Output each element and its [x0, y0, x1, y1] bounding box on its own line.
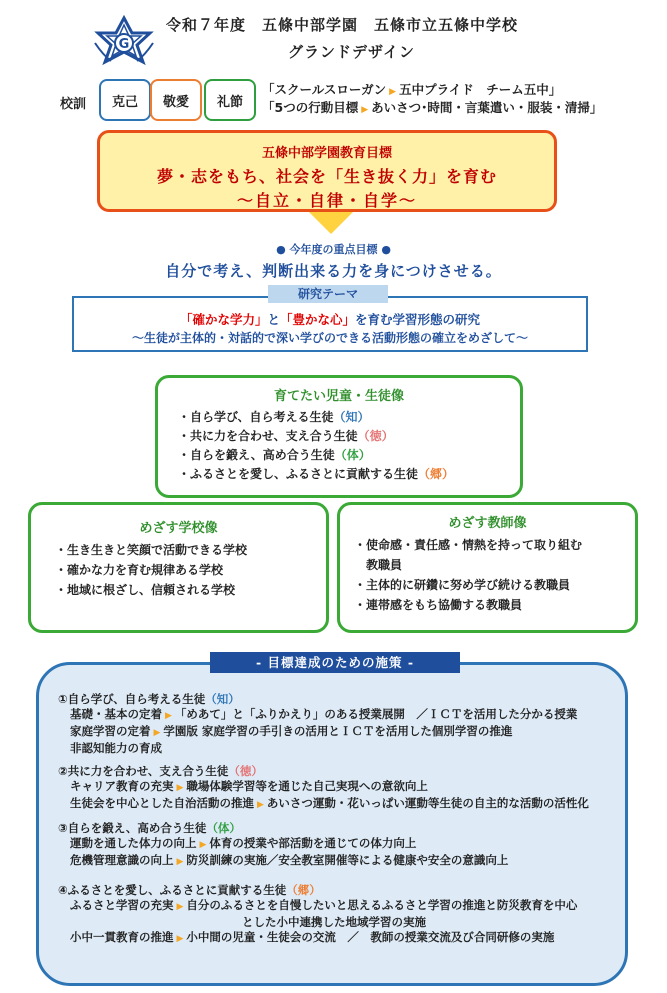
list-item: ・自らを鍛え、高め合う生徒（体）	[178, 448, 371, 462]
policy-title: ④ふるさとを愛し、ふるさとに貢献する生徒	[58, 883, 287, 897]
triangle-icon: ▶	[153, 728, 161, 738]
school-slogan	[262, 80, 561, 98]
education-goal-box	[97, 130, 557, 212]
focus-text: 自分で考え、判断出来る力を身につけさせる。	[165, 262, 502, 280]
page-title: 令和７年度 五條中部学園 五條市立五條中学校	[166, 16, 519, 34]
research-theme-text: を育む学習形態の研究	[355, 312, 481, 327]
teacher-image-box	[337, 502, 638, 633]
triangle-icon: ▶	[176, 857, 184, 867]
motto-item-kokki: 克己	[99, 79, 151, 121]
triangle-icon: ▶	[176, 902, 184, 912]
policy-tag: （体）	[206, 821, 241, 835]
policy-title: ②共に力を合わせ、支え合う生徒	[58, 764, 229, 778]
policy-tag: （郷）	[286, 883, 321, 897]
list-item: ・確かな力を育む規律ある学校	[55, 563, 224, 577]
motto-item-keiai: 敬愛	[150, 79, 202, 121]
list-item: ・主体的に研鑽に努め学び続ける教職員	[354, 578, 571, 592]
research-keyword-2: 「豊かな心」	[280, 312, 356, 327]
research-theme-line1	[72, 310, 588, 328]
school-image-heading: めざす学校像	[139, 521, 218, 536]
education-goal-main: 夢・志をもち、社会を「生き抜く力」を育む	[156, 167, 497, 186]
policy-title: ①自ら学び、自ら考える生徒	[58, 692, 206, 706]
policies-label: - 目標達成のための施策 -	[210, 652, 460, 673]
triangle-icon: ▶	[199, 840, 207, 850]
action-goals	[262, 98, 602, 116]
list-item: ・生き生きと笑顔で活動できる学校	[55, 543, 248, 557]
policy-tag: （知）	[205, 692, 240, 706]
policy-title: ③自らを鍛え、高め合う生徒	[58, 821, 207, 835]
triangle-icon: ▶	[165, 711, 172, 721]
research-theme-line2: ～生徒が主体的・対話的で深い学びのできる活動形態の確立をめざして～	[131, 331, 528, 345]
triangle-icon: ▶	[361, 105, 369, 115]
action-goals-label: 「5つの行動目標	[262, 100, 359, 115]
list-item: 教職員	[354, 558, 403, 572]
triangle-icon: ▶	[389, 87, 397, 97]
list-item: ・連帯感をもち協働する教職員	[354, 598, 523, 612]
down-arrow-icon	[309, 212, 353, 234]
research-connector: と	[267, 312, 280, 327]
motto-label: 校訓	[60, 97, 87, 112]
education-goal-sub: ～自立・自律・自学～	[236, 191, 417, 210]
triangle-icon: ▶	[176, 783, 184, 793]
action-goals-value: あいさつ･時間・言葉遣い・服装・清掃」	[371, 100, 603, 115]
emblem-letter: G	[118, 37, 130, 52]
research-theme-label: 研究テーマ	[268, 285, 388, 303]
list-item: ・ふるさとを愛し、ふるさとに貢献する生徒（郷）	[178, 467, 455, 481]
focus-label: ● 今年度の重点目標 ●	[276, 243, 391, 256]
education-goal-heading: 五條中部学園教育目標	[261, 146, 392, 161]
list-item: ・共に力を合わせ、支え合う生徒（徳）	[178, 429, 394, 443]
list-item: ・使命感・責任感・情熱を持って取り組む	[354, 538, 583, 552]
slogan-value: 五中プライド チーム五中」	[399, 82, 562, 97]
teacher-image-heading: めざす教師像	[448, 516, 527, 531]
student-image-box	[155, 375, 523, 498]
school-image-box	[28, 502, 329, 633]
slogan-label: 「スクールスローガン	[262, 82, 387, 97]
policy-tag: （徳）	[228, 764, 263, 778]
student-image-heading: 育てたい児童・生徒像	[273, 389, 404, 404]
page-subtitle: グランドデザイン	[288, 43, 415, 61]
school-emblem-icon	[93, 15, 155, 77]
research-keyword-1: 「確かな学力」	[179, 312, 268, 327]
policy-section-3: ③自らを鍛え、高め合う生徒（体） 運動を通した体力の向上 ▶ 体育の授業や部活動を通じての体力向上 危機管理意識の向上 ▶ 防災訓練の実施／安全教室開催等による健康や安全の意識向上	[58, 821, 509, 867]
list-item: ・地域に根ざし、信頼される学校	[55, 583, 236, 597]
triangle-icon: ▶	[257, 800, 264, 810]
policy-section-1: ①自ら学び、自ら考える生徒（知） 基礎・基本の定着 ▶ 「めあて」と「ふりかえり」のある授業展開 ／ＩＣＴを活用した分かる授業 家庭学習の定着 ▶ 学園版 家庭学習の手引きの活用とＩＣＴを活用した個別学習の推進 非認知能力の育成	[58, 692, 578, 755]
policy-section-2: ②共に力を合わせ、支え合う生徒（徳） キャリア教育の充実 ▶ 職場体験学習等を通じた自己実現への意欲向上 生徒会を中心とした自治活動の推進 ▶ あいさつ運動・花いっぱい運動等生徒の自主的な活動の活性化	[58, 764, 589, 810]
motto-item-reisetsu: 礼節	[204, 79, 256, 121]
policy-section-4: ④ふるさとを愛し、ふるさとに貢献する生徒（郷） ふるさと学習の充実 ▶ 自分のふるさとを自慢したいと思えるふるさと学習の推進と防災教育を中心 とした小中連携した地域学習の実施 小中一貫教育の推進 ▶ 小中間の児童・生徒会の交流 ／ 教師の授業交流及び合同研修の実施	[58, 883, 578, 944]
list-item: ・自ら学び、自ら考える生徒（知）	[178, 410, 370, 424]
triangle-icon: ▶	[176, 934, 184, 944]
